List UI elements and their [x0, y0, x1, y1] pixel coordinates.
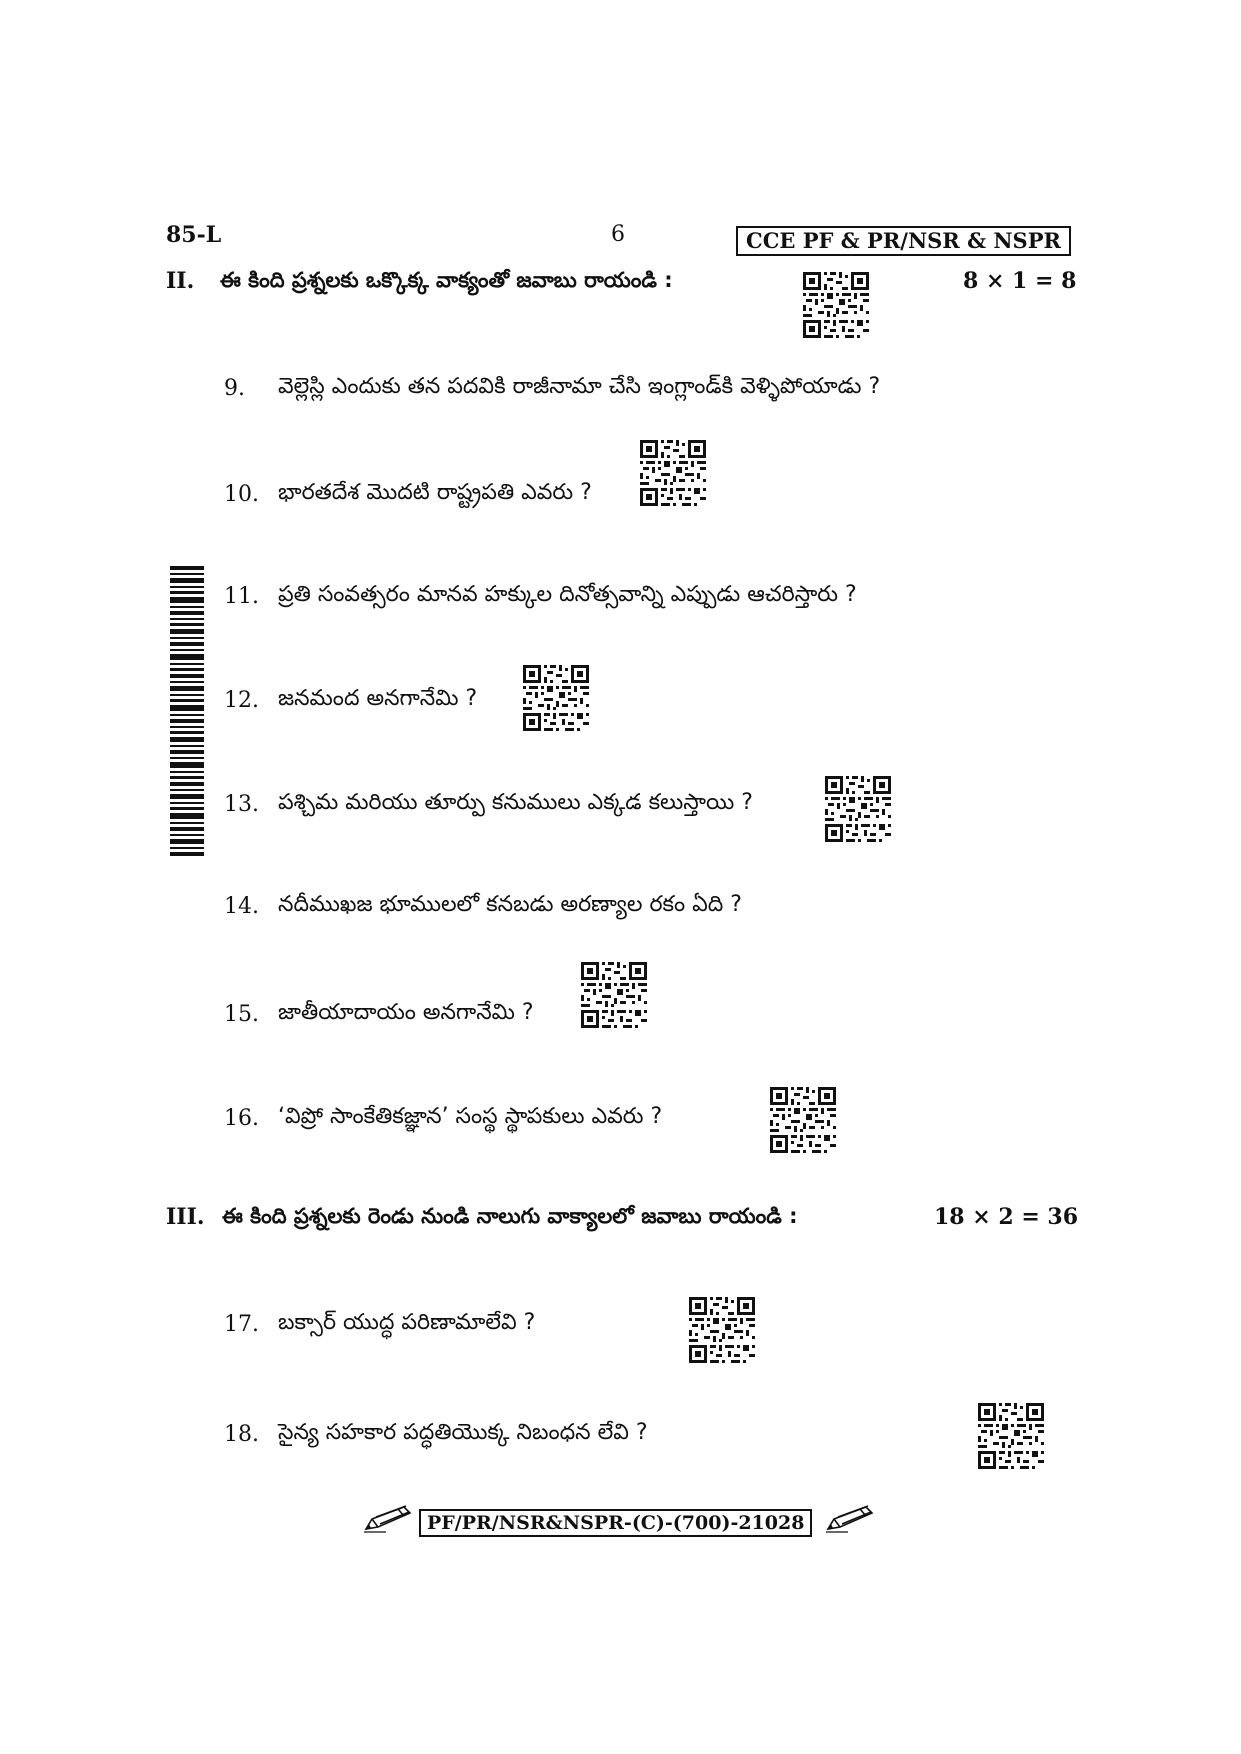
question-number: 15.	[224, 1002, 259, 1027]
question-text: నదీముఖజ భూములలో కనబడు అరణ్యాల రకం ఏది ?	[278, 892, 742, 917]
section-instruction: ఈ కింది ప్రశ్నలకు రెండు నుండి నాలుగు వాక్యాలలో జవాబు రాయండి :	[222, 1204, 798, 1228]
question-text: బక్సార్ యుద్ధ పరిణామాలేవి ?	[278, 1310, 536, 1335]
section-marks: 8 × 1 = 8	[963, 268, 1077, 294]
qr-code-icon[interactable]	[803, 272, 869, 342]
question-number: 17.	[224, 1312, 259, 1337]
footer-code: PF/PR/NSR&NSPR-(C)-(700)-21028	[419, 1509, 812, 1537]
qr-code-icon[interactable]	[581, 962, 647, 1032]
qr-code-icon[interactable]	[523, 665, 589, 735]
series-label: CCE PF & PR/NSR & NSPR	[736, 226, 1071, 256]
question-text: జనమంద అనగానేమి ?	[278, 686, 478, 711]
qr-code-icon[interactable]	[978, 1403, 1044, 1473]
question-number: 11.	[224, 584, 259, 609]
question-text: ‘విప్రో సాంకేతికజ్ఞాన’ సంస్థ స్థాపకులు ఎవరు ?	[278, 1104, 663, 1129]
question-number: 12.	[224, 688, 259, 713]
paper-code: 85-L	[166, 222, 222, 248]
page-number: 6	[611, 222, 625, 247]
question-number: 10.	[224, 482, 259, 507]
question-text: భారతదేశ మొదటి రాష్ట్రపతి ఎవరు ?	[278, 480, 592, 505]
qr-code-icon[interactable]	[689, 1297, 755, 1367]
question-number: 18.	[224, 1422, 259, 1447]
section-number: III.	[166, 1204, 205, 1230]
barcode-icon	[170, 566, 204, 856]
section-marks: 18 × 2 = 36	[934, 1204, 1079, 1230]
question-text: జాతీయాదాయం అనగానేమి ?	[278, 1000, 534, 1025]
question-text: పశ్చిమ మరియు తూర్పు కనుములు ఎక్కడ కలుస్తాయి ?	[278, 790, 753, 815]
section-instruction: ఈ కింది ప్రశ్నలకు ఒక్కొక్క వాక్యంతో జవాబు రాయండి :	[220, 268, 673, 292]
qr-code-icon[interactable]	[640, 440, 706, 510]
question-text: సైన్య సహకార పద్ధతియొక్క నిబంధన లేవి ?	[278, 1420, 648, 1445]
pencil-icon	[824, 1503, 876, 1539]
question-text: వెల్లెస్లి ఎందుకు తన పదవికి రాజీనామా చేసి ఇంగ్లాండ్‌కి వెళ్ళిపోయాడు ?	[278, 374, 881, 399]
pencil-icon	[362, 1503, 414, 1539]
question-number: 9.	[224, 376, 245, 401]
question-number: 16.	[224, 1106, 259, 1131]
qr-code-icon[interactable]	[825, 776, 891, 846]
question-number: 14.	[224, 894, 259, 919]
question-number: 13.	[224, 792, 259, 817]
section-number: II.	[166, 268, 195, 294]
qr-code-icon[interactable]	[770, 1087, 836, 1157]
question-text: ప్రతి సంవత్సరం మానవ హక్కుల దినోత్సవాన్ని ఎప్పుడు ఆచరిస్తారు ?	[278, 582, 857, 607]
